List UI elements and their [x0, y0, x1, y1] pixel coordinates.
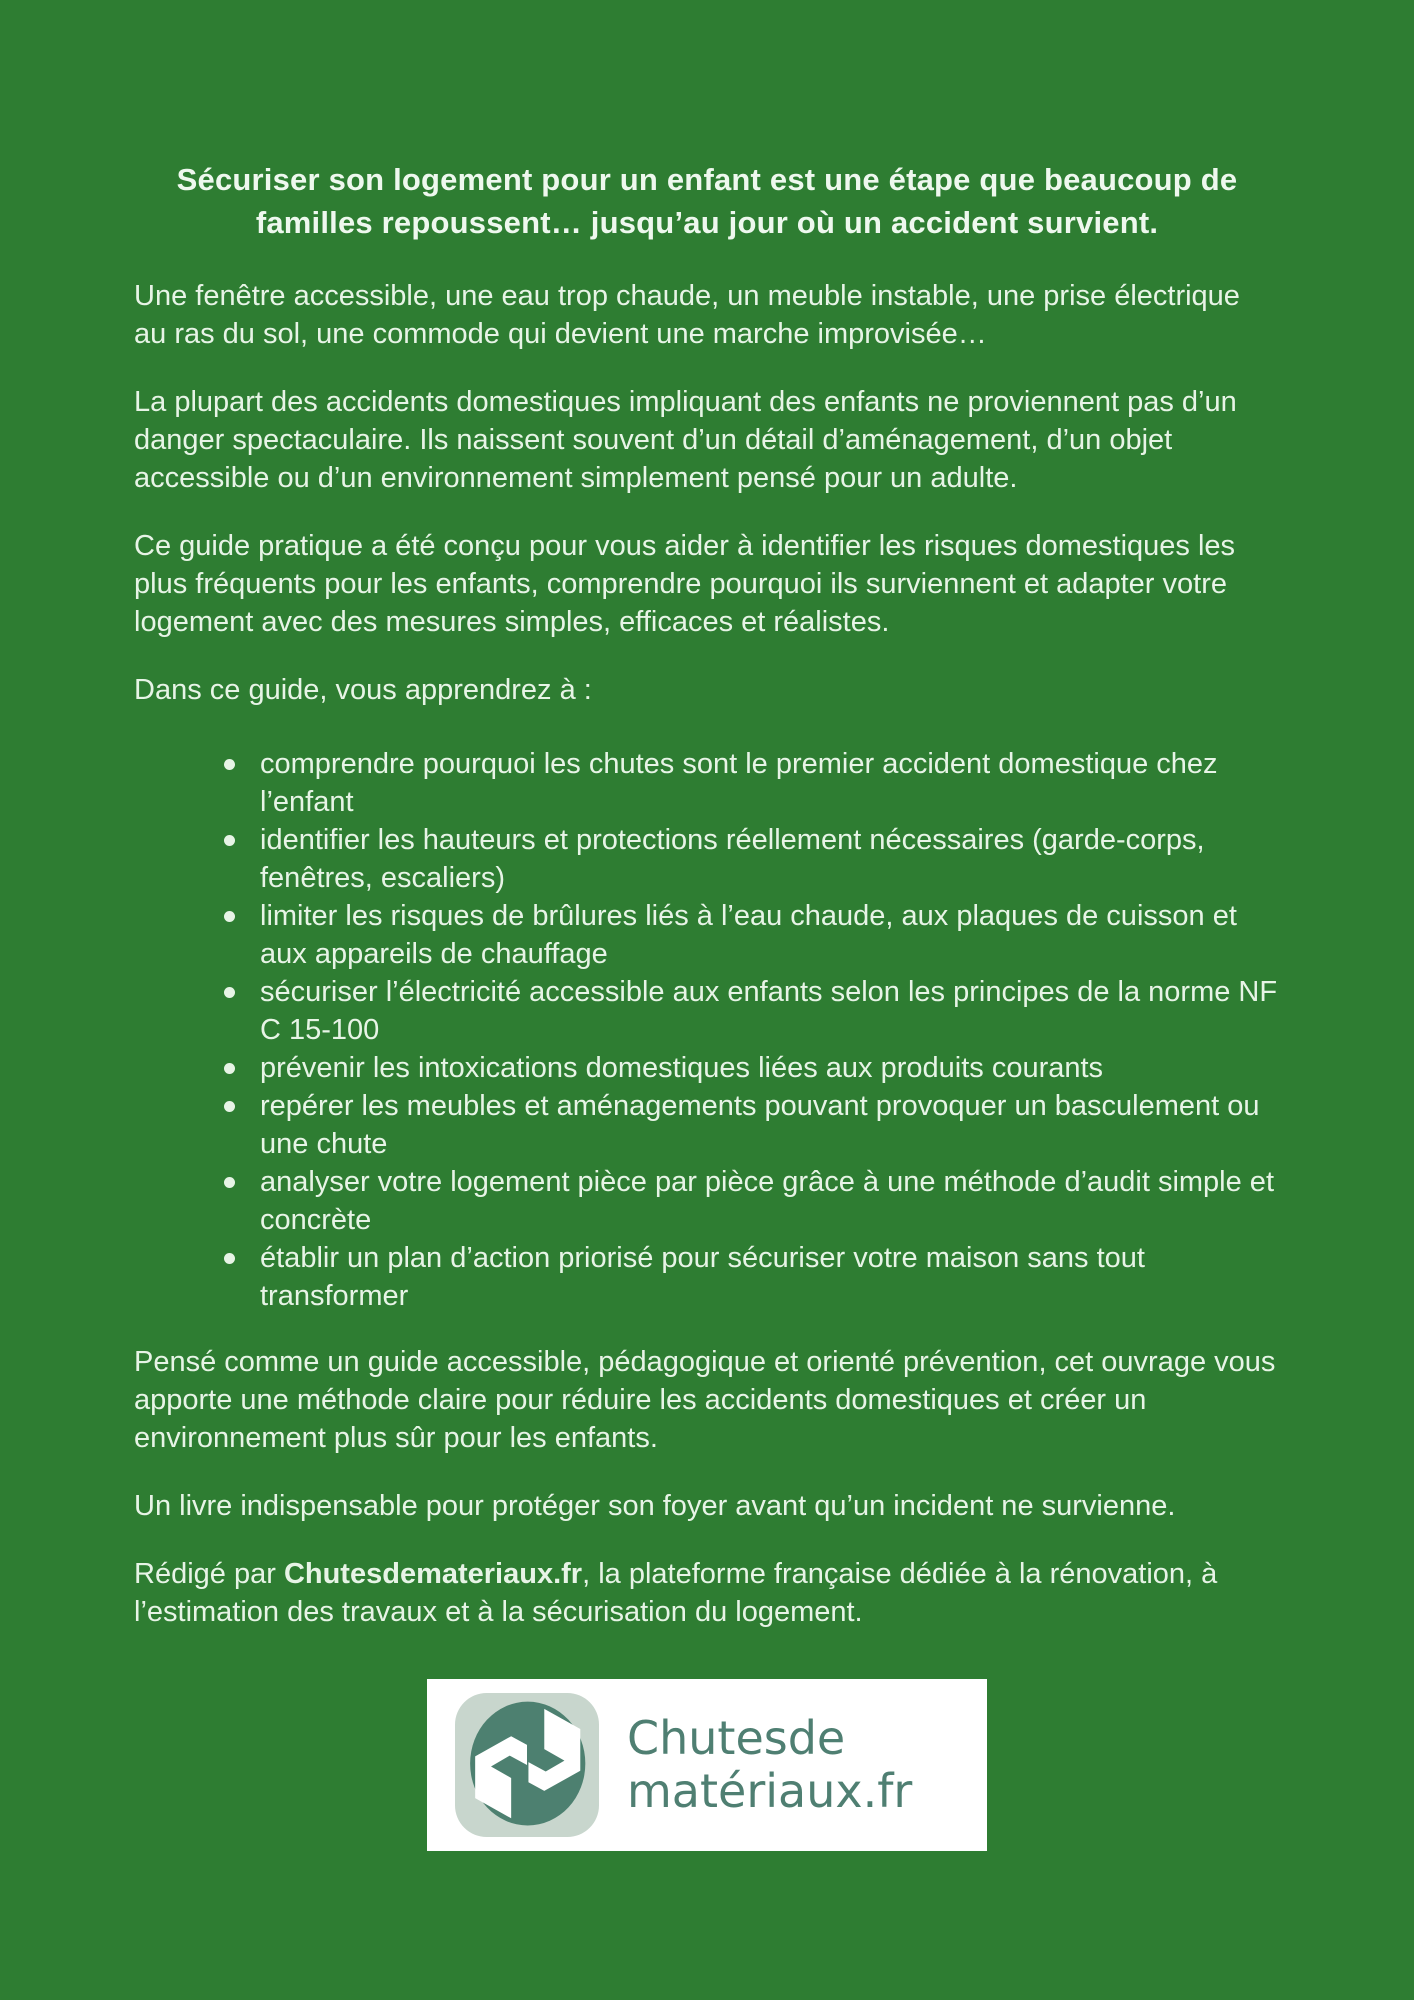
- learning-point: comprendre pourquoi les chutes sont le premier accident domestique chez l’enfant: [134, 745, 1280, 821]
- intro-paragraph: Une fenêtre accessible, une eau trop chaude, un meuble instable, une prise électrique au ras du sol, une commode qui devient une marche improvisée…: [134, 280, 1240, 350]
- learning-points-list: [134, 745, 1280, 1315]
- learning-point: repérer les meubles et aménagements pouvant provoquer un basculement ou une chute: [134, 1087, 1280, 1163]
- intro-paragraphs: [134, 277, 1280, 641]
- logo-wordmark: [627, 1712, 912, 1818]
- page-title: Sécuriser son logement pour un enfant est une étape que beaucoup de familles repoussent… jusqu’au jour où un accident survient.: [176, 162, 1238, 240]
- logo-line-1: Chutesde: [627, 1711, 846, 1765]
- brand-name: Chutesdemateriaux.fr: [283, 1558, 583, 1590]
- intro-paragraph: Ce guide pratique a été conçu pour vous aider à identifier les risques domestiques les plus fréquents pour les enfants, comprendre pourquoi ils surviennent et adapter votre logement avec des mesures simples, efficaces et réalistes.: [134, 530, 1236, 638]
- closing-paragraph: Un livre indispensable pour protéger son foyer avant qu’un incident ne survienne.: [134, 1490, 1176, 1522]
- learning-point: identifier les hauteurs et protections réellement nécessaires (garde-corps, fenêtres, escaliers): [134, 821, 1280, 897]
- learning-point: analyser votre logement pièce par pièce grâce à une méthode d’audit simple et concrète: [134, 1163, 1280, 1239]
- chutesdemateriaux-cube-icon: [455, 1693, 599, 1837]
- logo-line-2: matériaux.fr: [627, 1764, 913, 1818]
- publisher-logo: [427, 1679, 987, 1851]
- learning-point: sécuriser l’électricité accessible aux enfants selon les principes de la norme NF C 15-100: [134, 973, 1280, 1049]
- list-intro: Dans ce guide, vous apprendrez à :: [134, 674, 592, 706]
- byline: [134, 1555, 1280, 1631]
- learning-point: établir un plan d’action priorisé pour sécuriser votre maison sans tout transformer: [134, 1239, 1280, 1315]
- learning-point: limiter les risques de brûlures liés à l’eau chaude, aux plaques de cuisson et aux appareils de chauffage: [134, 897, 1280, 973]
- intro-paragraph: La plupart des accidents domestiques impliquant des enfants ne proviennent pas d’un danger spectaculaire. Ils naissent souvent d’un détail d’aménagement, d’un objet accessible ou d’un environnement simplement pensé pour un adulte.: [134, 386, 1237, 494]
- closing-paragraph: Pensé comme un guide accessible, pédagogique et orienté prévention, cet ouvrage vous apporte une méthode claire pour réduire les accidents domestiques et créer un environnement plus sûr pour les enfants.: [134, 1346, 1276, 1454]
- learning-point: prévenir les intoxications domestiques liées aux produits courants: [134, 1049, 1280, 1087]
- closing-paragraphs: [134, 1343, 1280, 1525]
- byline-suffix: , la plateforme française dédiée à la rénovation, à l’estimation des travaux et à la sécurisation du logement.: [134, 1558, 1218, 1628]
- byline-prefix: Rédigé par: [134, 1558, 284, 1590]
